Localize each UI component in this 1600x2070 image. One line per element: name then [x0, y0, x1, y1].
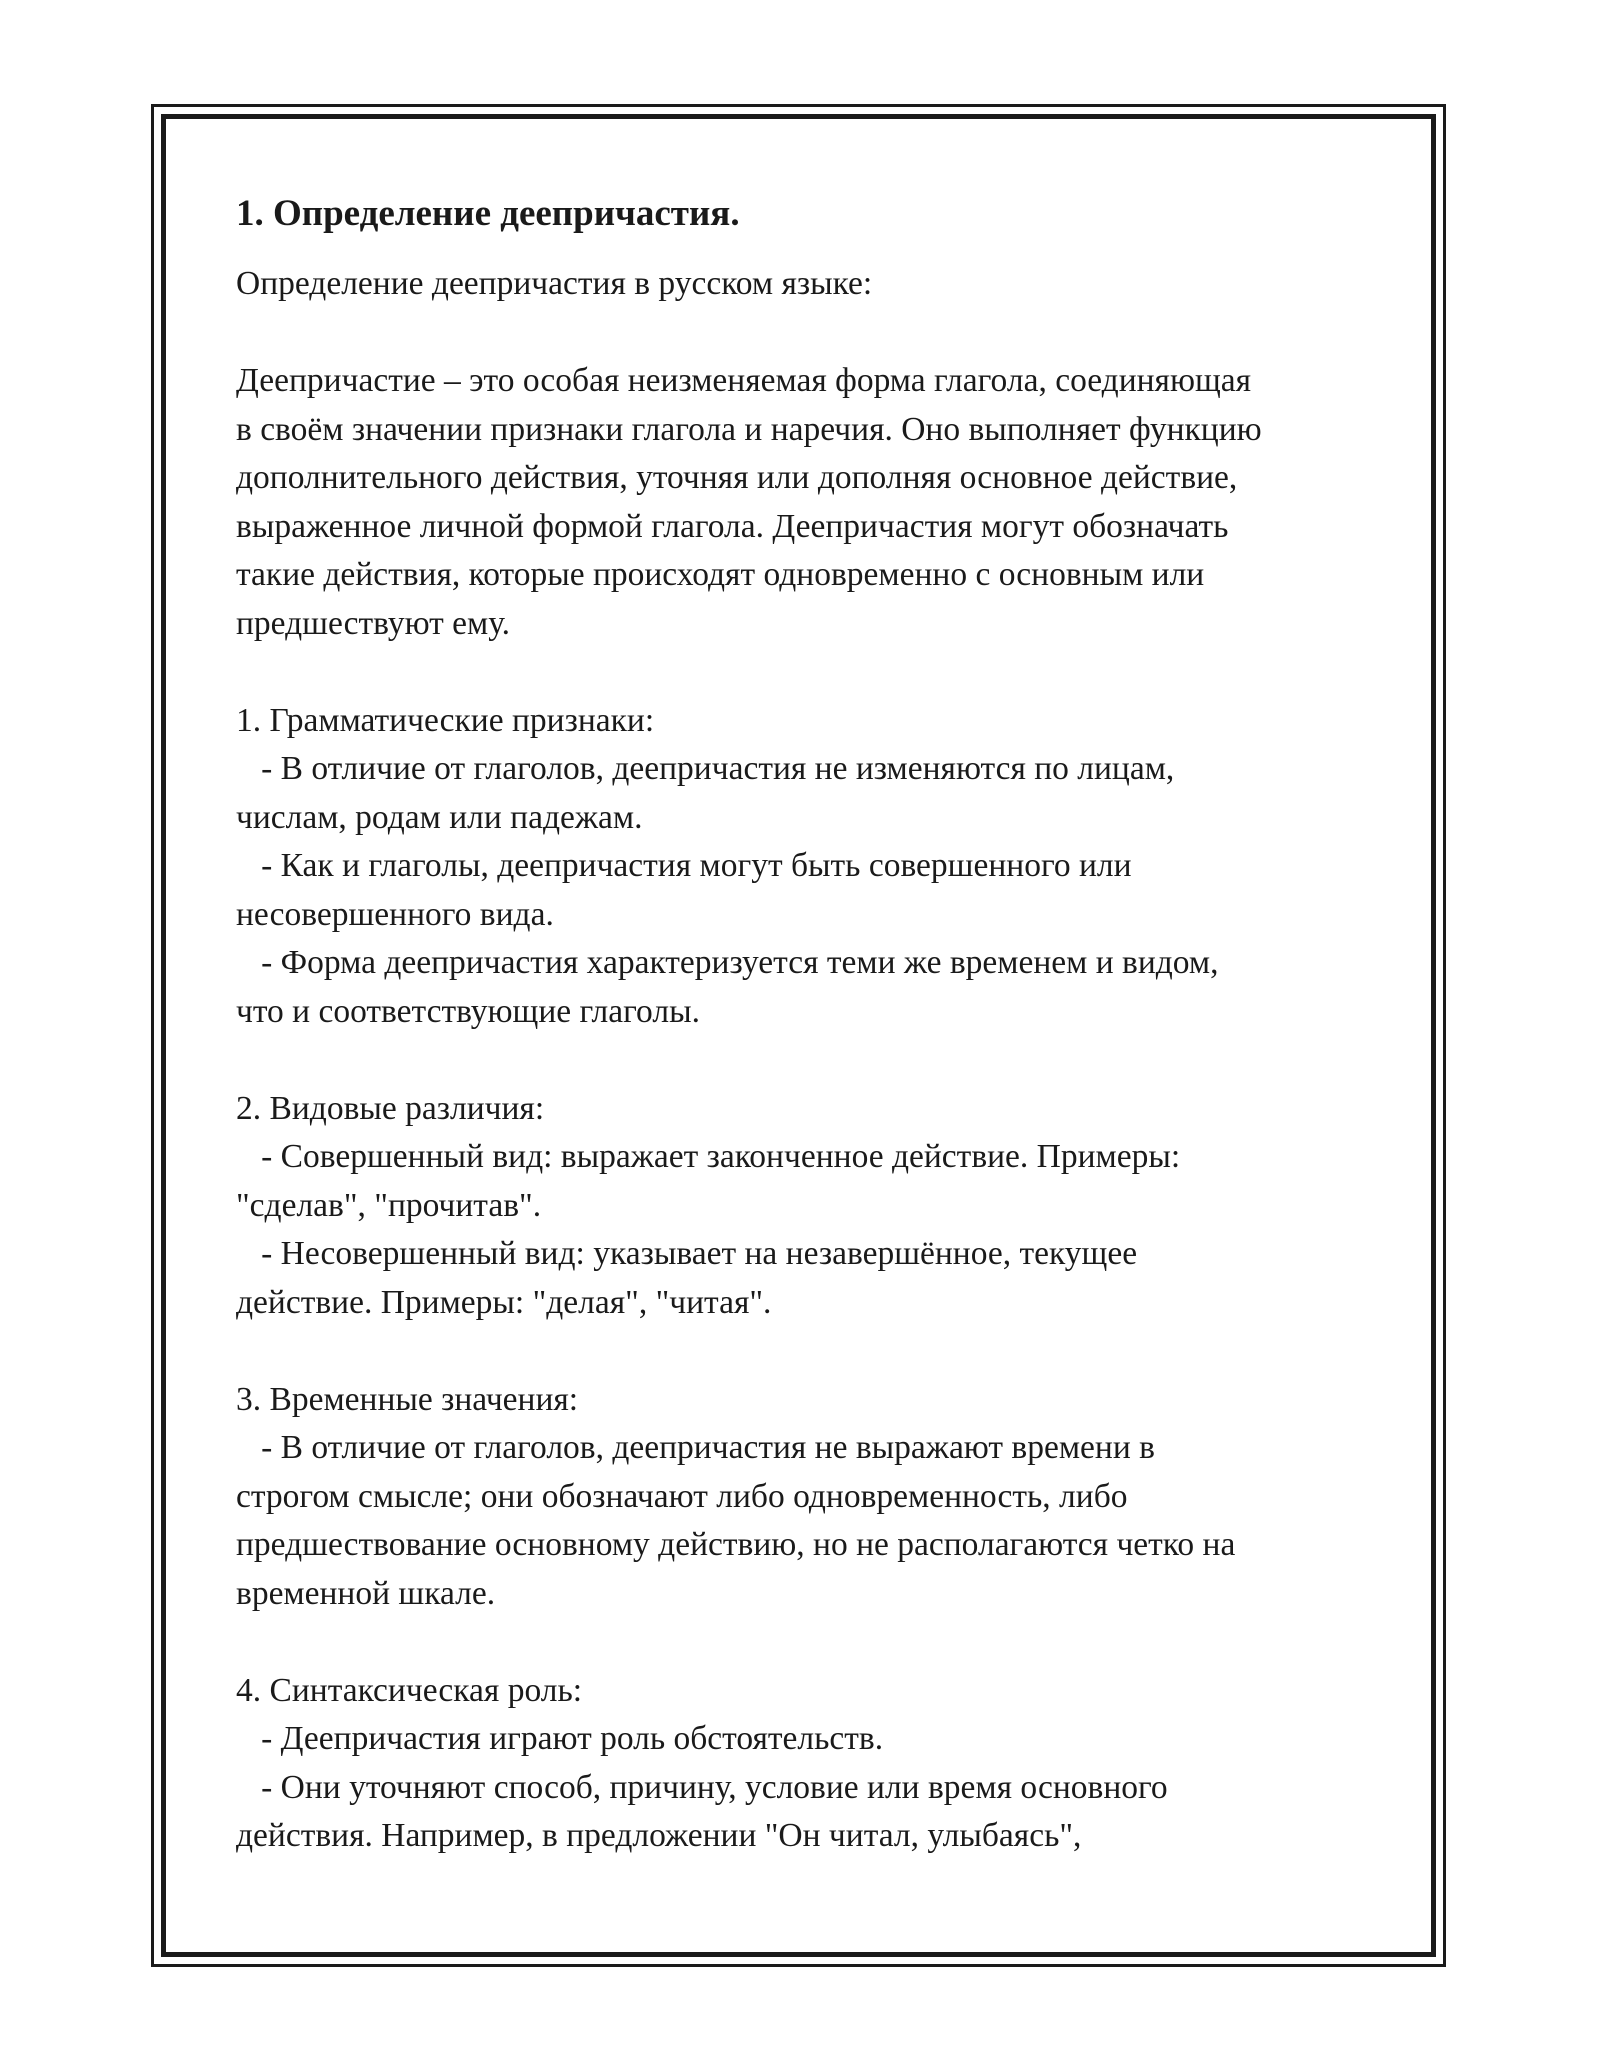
text-line: - Они уточняют способ, причину, условие или время основного [236, 1768, 1168, 1806]
document-body [236, 188, 1376, 1861]
text-line [236, 648, 1376, 697]
paragraph-lines [236, 260, 1376, 1861]
text-line [236, 1036, 1376, 1085]
text-line: в своём значении признаки глагола и наречия. Оно выполняет функцию [236, 410, 1262, 448]
text-line: строгом смысле; они обозначают либо одновременность, либо [236, 1477, 1128, 1515]
text-line [236, 1327, 1376, 1376]
text-line: - Совершенный вид: выражает законченное действие. Примеры: [236, 1138, 1181, 1175]
text-line: Определение деепричастия в русском языке: [236, 265, 873, 302]
text-line: предшествуют ему. [236, 604, 511, 642]
text-line: - В отличие от глаголов, деепричастия не выражают времени в [236, 1429, 1155, 1466]
text-line [236, 1618, 1376, 1667]
text-line: действия. Например, в предложении "Он читал, улыбаясь", [236, 1817, 1082, 1854]
text-line: числам, родам или падежам. [236, 798, 643, 836]
text-line: дополнительного действия, уточняя или дополняя основное действие, [236, 459, 1238, 496]
text-line: 4. Синтаксическая роль: [236, 1671, 583, 1709]
text-line: - Несовершенный вид: указывает на незавершённое, текущее [236, 1235, 1138, 1272]
text-line: 2. Видовые различия: [236, 1089, 545, 1127]
text-line: - В отличие от глаголов, деепричастия не изменяются по лицам, [236, 750, 1175, 787]
text-line: "сделав", "прочитав". [236, 1186, 542, 1224]
text-line: выраженное личной формой глагола. Деепричастия могут обозначать [236, 507, 1229, 545]
text-line: что и соответствующие глаголы. [236, 992, 700, 1030]
text-line: - Как и глаголы, деепричастия могут быть совершенного или [236, 847, 1132, 884]
text-line: предшествование основному действию, но не располагаются четко на [236, 1526, 1236, 1563]
text-line: - Деепричастия играют роль обстоятельств. [236, 1720, 884, 1757]
text-line: такие действия, которые происходят одновременно с основным или [236, 556, 1205, 593]
text-line: - Форма деепричастия характеризуется теми же временем и видом, [236, 944, 1219, 981]
text-line: временной шкале. [236, 1574, 496, 1612]
text-line: действие. Примеры: "делая", "читая". [236, 1283, 772, 1321]
text-line [236, 309, 1376, 358]
section-heading: 1. Определение деепричастия. [236, 193, 740, 234]
text-line: несовершенного вида. [236, 895, 554, 933]
text-line: 1. Грамматические признаки: [236, 701, 655, 739]
text-line: 3. Временные значения: [236, 1380, 579, 1418]
text-line: Деепричастие – это особая неизменяемая форма глагола, соединяющая [236, 362, 1252, 399]
